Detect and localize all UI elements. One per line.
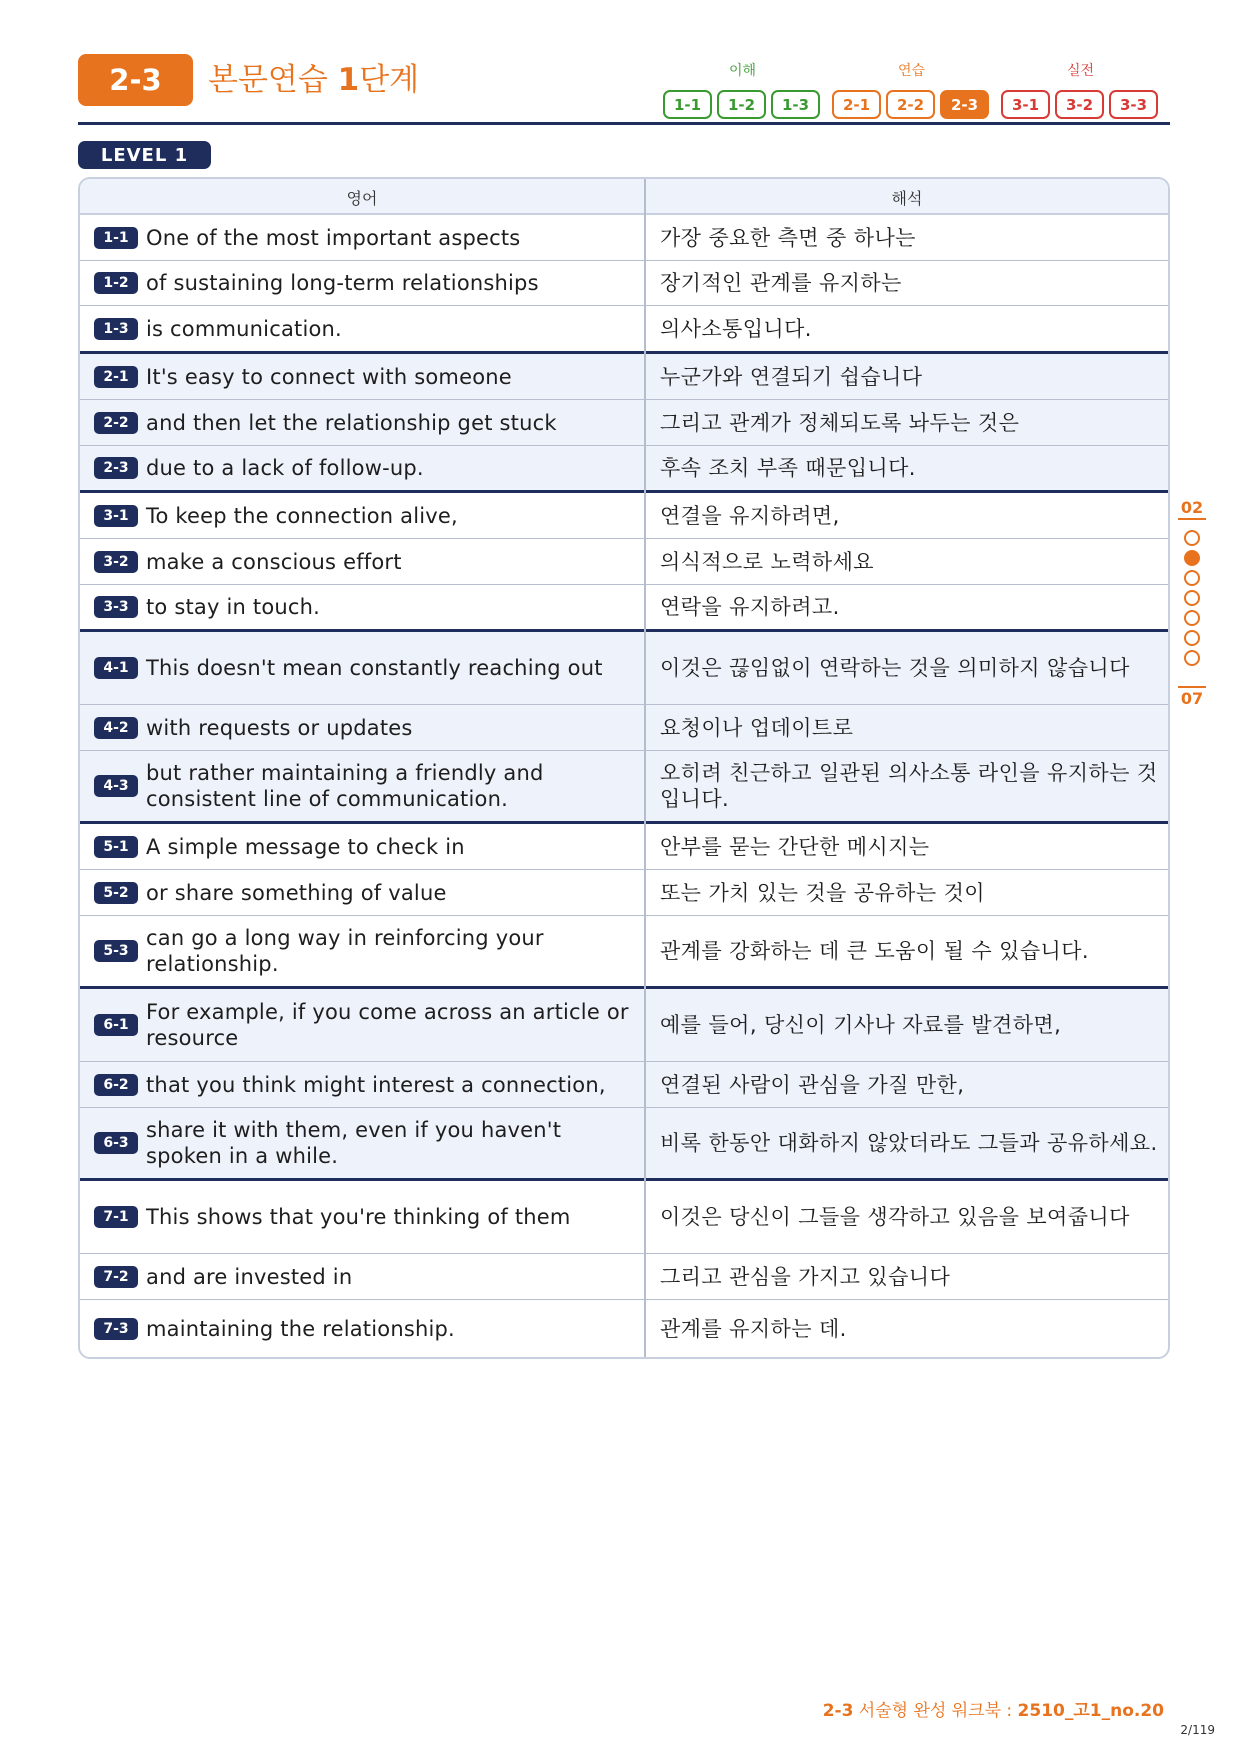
header-divider xyxy=(78,122,1170,125)
korean-cell: 또는 가치 있는 것을 공유하는 것이 xyxy=(660,880,985,905)
step-button-3-2[interactable]: 3-2 xyxy=(1055,90,1104,119)
table-row xyxy=(80,1300,1170,1357)
step-button-3-1[interactable]: 3-1 xyxy=(1001,90,1050,119)
page-number: 2/119 xyxy=(1180,1723,1215,1737)
row-number-badge: 7-2 xyxy=(94,1266,138,1288)
row-number-badge: 1-2 xyxy=(94,272,138,294)
table-row xyxy=(80,1254,1170,1300)
table-row xyxy=(80,446,1170,493)
korean-cell: 장기적인 관계를 유지하는 xyxy=(660,271,902,295)
footer-section: 2-3 xyxy=(822,1701,854,1721)
step-group-real xyxy=(1001,60,1160,124)
level-badge: LEVEL 1 xyxy=(78,141,211,169)
row-number-badge: 5-2 xyxy=(94,882,138,904)
english-cell: of sustaining long-term relationships xyxy=(146,271,539,295)
page-title xyxy=(208,58,419,102)
row-number-badge: 4-1 xyxy=(94,657,138,679)
table-row xyxy=(80,1181,1170,1254)
row-number-badge: 6-1 xyxy=(94,1014,138,1036)
table-row xyxy=(80,1062,1170,1108)
footer-title xyxy=(823,1696,1164,1721)
table-row xyxy=(80,870,1170,916)
progress-dot[interactable] xyxy=(1184,650,1200,666)
row-number-badge: 7-3 xyxy=(94,1318,138,1340)
english-cell: For example, if you come across an article or resource xyxy=(146,1000,629,1050)
row-number-badge: 6-2 xyxy=(94,1074,138,1096)
korean-cell: 의식적으로 노력하세요 xyxy=(660,549,874,574)
step-button-2-2[interactable]: 2-2 xyxy=(886,90,935,119)
english-cell: One of the most important aspects xyxy=(146,225,521,250)
title-level-number: 1 xyxy=(337,62,360,98)
progress-dot[interactable] xyxy=(1184,530,1200,546)
row-number-badge: 1-3 xyxy=(94,318,138,340)
korean-cell: 후속 조치 부족 때문입니다. xyxy=(660,456,916,480)
english-cell: due to a lack of follow-up. xyxy=(146,456,424,480)
column-divider xyxy=(644,179,646,1359)
side-nav-end: 07 xyxy=(1178,686,1206,708)
table-row xyxy=(80,539,1170,585)
korean-cell: 연락을 유지하려고. xyxy=(660,595,840,619)
korean-cell: 비록 한동안 대화하지 않았더라도 그들과 공유하세요. xyxy=(660,1131,1158,1155)
title-prefix: 본문연습 xyxy=(208,62,338,98)
table-row xyxy=(80,824,1170,870)
step-button-1-2[interactable]: 1-2 xyxy=(717,90,766,119)
english-cell: and then let the relationship get stuck xyxy=(146,410,557,435)
table-row xyxy=(80,493,1170,539)
progress-dot[interactable] xyxy=(1184,570,1200,586)
table-row xyxy=(80,916,1170,989)
english-cell: or share something of value xyxy=(146,880,447,905)
row-number-badge: 2-1 xyxy=(94,366,138,388)
step-group-practice xyxy=(832,60,991,124)
english-cell: and are invested in xyxy=(146,1264,353,1289)
korean-cell: 누군가와 연결되기 쉽습니다 xyxy=(660,364,923,389)
progress-dot[interactable] xyxy=(1184,630,1200,646)
english-cell: that you think might interest a connection, xyxy=(146,1072,606,1097)
title-suffix: 단계 xyxy=(359,62,420,98)
column-header-english: 영어 xyxy=(346,188,378,208)
row-number-badge: 2-2 xyxy=(94,412,138,434)
row-number-badge: 3-2 xyxy=(94,551,138,573)
progress-dot[interactable] xyxy=(1184,610,1200,626)
english-cell: This shows that you're thinking of them xyxy=(146,1205,571,1229)
korean-cell: 안부를 묻는 간단한 메시지는 xyxy=(660,834,930,859)
table-row xyxy=(80,632,1170,705)
column-header-korean: 해석 xyxy=(891,188,923,208)
english-cell: share it with them, even if you haven't spoken in a while. xyxy=(146,1118,562,1168)
korean-cell: 요청이나 업데이트로 xyxy=(660,715,854,740)
korean-cell: 이것은 당신이 그들을 생각하고 있음을 보여줍니다 xyxy=(660,1205,1130,1229)
row-number-badge: 7-1 xyxy=(94,1206,138,1228)
korean-cell: 그리고 관심을 가지고 있습니다 xyxy=(660,1264,951,1289)
progress-dot-active[interactable] xyxy=(1184,550,1200,566)
korean-cell: 연결된 사람이 관심을 가질 만한, xyxy=(660,1072,965,1097)
english-cell: This doesn't mean constantly reaching out xyxy=(146,656,603,680)
table-row xyxy=(80,989,1170,1062)
table-row xyxy=(80,751,1170,824)
korean-cell: 이것은 끊임없이 연락하는 것을 의미하지 않습니다 xyxy=(660,656,1130,680)
step-button-2-1[interactable]: 2-1 xyxy=(832,90,881,119)
korean-cell: 가장 중요한 측면 중 하나는 xyxy=(660,225,916,250)
english-cell: to stay in touch. xyxy=(146,595,321,619)
korean-cell: 관계를 유지하는 데. xyxy=(660,1316,847,1341)
table-header xyxy=(80,179,1170,215)
row-number-badge: 3-1 xyxy=(94,505,138,527)
row-number-badge: 4-3 xyxy=(94,775,138,797)
table-row xyxy=(80,354,1170,400)
translation-table xyxy=(78,177,1170,1359)
korean-cell: 관계를 강화하는 데 큰 도움이 될 수 있습니다. xyxy=(660,939,1089,963)
step-button-1-1[interactable]: 1-1 xyxy=(663,90,712,119)
korean-cell: 오히려 친근하고 일관된 의사소통 라인을 유지하는 것입니다. xyxy=(660,761,1158,811)
side-nav-start: 02 xyxy=(1178,498,1206,520)
english-cell: make a conscious effort xyxy=(146,549,402,574)
step-group-label: 연습 xyxy=(897,63,926,79)
english-cell: but rather maintaining a friendly and consistent line of communication. xyxy=(146,761,544,811)
korean-cell: 그리고 관계가 정체되도록 놔두는 것은 xyxy=(660,410,1020,435)
table-row xyxy=(80,306,1170,354)
side-progress-nav xyxy=(1178,498,1218,708)
korean-cell: 연결을 유지하려면, xyxy=(660,503,840,528)
step-group-label: 실전 xyxy=(1066,63,1095,79)
table-row xyxy=(80,1108,1170,1181)
english-cell: with requests or updates xyxy=(146,715,413,740)
row-number-badge: 6-3 xyxy=(94,1132,138,1154)
english-cell: A simple message to check in xyxy=(146,834,465,859)
step-group-label: 이해 xyxy=(728,63,757,79)
page-header xyxy=(78,54,1170,126)
korean-cell: 의사소통입니다. xyxy=(660,316,812,341)
progress-dot[interactable] xyxy=(1184,590,1200,606)
step-button-2-3[interactable]: 2-3 xyxy=(940,90,989,119)
table-row xyxy=(80,400,1170,446)
row-number-badge: 4-2 xyxy=(94,717,138,739)
row-number-badge: 5-1 xyxy=(94,836,138,858)
step-group-understand xyxy=(663,60,822,124)
table-row xyxy=(80,705,1170,751)
english-cell: is communication. xyxy=(146,316,342,341)
korean-cell: 예를 들어, 당신이 기사나 자료를 발견하면, xyxy=(660,1013,1062,1037)
english-cell: maintaining the relationship. xyxy=(146,1316,455,1341)
step-button-1-3[interactable]: 1-3 xyxy=(771,90,820,119)
row-number-badge: 5-3 xyxy=(94,940,138,962)
footer-book: 서술형 완성 워크북 : xyxy=(853,1701,1018,1721)
step-button-3-3[interactable]: 3-3 xyxy=(1109,90,1158,119)
table-row xyxy=(80,215,1170,261)
english-cell: can go a long way in reinforcing your relationship. xyxy=(146,926,544,976)
footer-code: 2510_고1_no.20 xyxy=(1017,1701,1164,1721)
row-number-badge: 3-3 xyxy=(94,596,138,618)
table-row xyxy=(80,585,1170,632)
section-badge: 2-3 xyxy=(78,54,193,106)
table-row xyxy=(80,261,1170,306)
english-cell: It's easy to connect with someone xyxy=(146,364,512,389)
english-cell: To keep the connection alive, xyxy=(146,503,458,528)
row-number-badge: 1-1 xyxy=(94,227,138,249)
row-number-badge: 2-3 xyxy=(94,457,138,479)
